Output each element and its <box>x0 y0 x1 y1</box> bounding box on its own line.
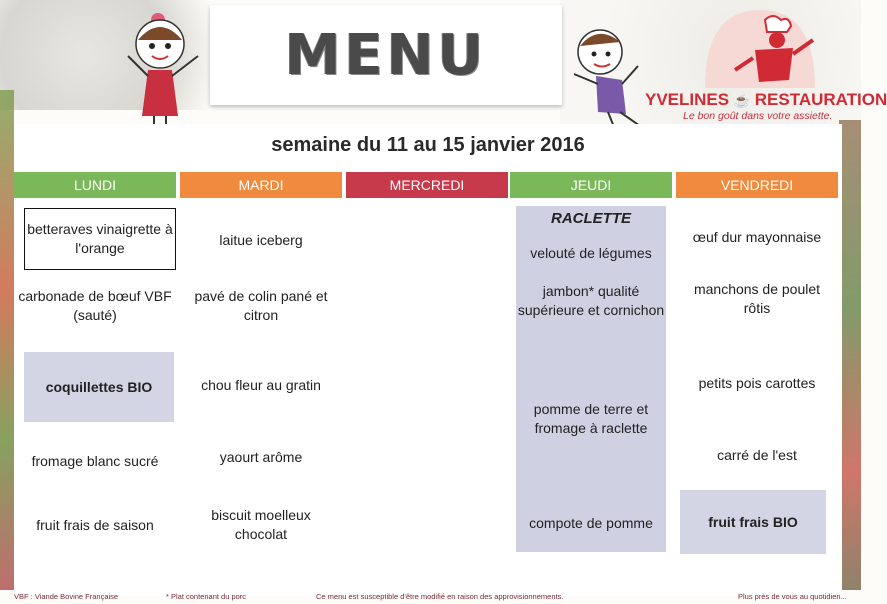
menu-item: yaourt arôme <box>219 448 303 465</box>
menu-item: manchons de poulet rôtis <box>693 281 821 316</box>
menu-item: compote de pomme <box>529 514 653 531</box>
day-body-vendredi <box>676 200 838 582</box>
day-header-lundi: LUNDI <box>14 172 176 198</box>
chef-logo-icon <box>695 10 825 90</box>
menu-item: fruit frais de saison <box>36 516 154 533</box>
day-header-mardi: MARDI <box>180 172 342 198</box>
week-heading: semaine du 11 au 15 janvier 2016 <box>271 134 585 156</box>
menu-item: petits pois carottes <box>698 374 816 391</box>
menu-item: pavé de colin pané et citron <box>194 288 328 323</box>
footer-note-modification: Ce menu est susceptible d'être modifié en raison des approvisionnements. <box>316 592 564 601</box>
menu-item: œuf dur mayonnaise <box>692 228 822 245</box>
day-header-jeudi: JEUDI <box>510 172 672 198</box>
menu-item: carbonade de bœuf VBF (sauté) <box>18 288 172 323</box>
column-lundi <box>14 172 176 582</box>
menu-item: fromage blanc sucré <box>31 452 159 469</box>
column-jeudi <box>510 172 672 582</box>
menu-item: laitue iceberg <box>219 231 303 248</box>
day-body-mardi <box>180 200 342 582</box>
background-edge-right <box>839 120 861 590</box>
footer-note-porc: * Plat contenant du porc <box>166 592 247 601</box>
day-header-mercredi: MERCREDI <box>346 172 508 198</box>
yvelines-restauration-logo <box>645 10 887 125</box>
menu-item: betteraves vinaigrette à l'orange <box>24 208 176 270</box>
column-mardi <box>180 172 342 582</box>
day-body-lundi <box>14 200 176 582</box>
menu-item: pomme de terre et fromage à raclette <box>533 401 649 436</box>
raclette-theme-title: RACLETTE <box>551 210 631 227</box>
day-body-mercredi <box>346 200 508 582</box>
column-vendredi <box>676 172 838 582</box>
page-title: MENU <box>284 22 488 88</box>
menu-item: coquillettes BIO <box>24 352 174 422</box>
column-mercredi <box>346 172 508 582</box>
menu-item: jambon* qualité supérieure et cornichon <box>517 283 665 318</box>
menu-item: carré de l'est <box>717 446 797 463</box>
menu-item: fruit frais BIO <box>680 490 826 554</box>
footer-note-vbf: VBF : Viande Bovine Française <box>14 592 119 601</box>
logo-brand-text: YVELINES ☕ RESTAURATION <box>645 90 887 109</box>
logo-slogan: Le bon goût dans votre assiette. <box>683 110 833 122</box>
background-edge-left <box>0 90 14 590</box>
footer-note-slogan: Plus près de vous au quotidien... <box>738 592 847 601</box>
day-body-jeudi <box>510 200 672 582</box>
menu-title-box <box>210 5 562 105</box>
menu-item: chou fleur au gratin <box>201 376 321 393</box>
day-header-vendredi: VENDREDI <box>676 172 838 198</box>
menu-item: velouté de légumes <box>530 244 652 261</box>
menu-item: biscuit moelleux chocolat <box>211 507 311 542</box>
